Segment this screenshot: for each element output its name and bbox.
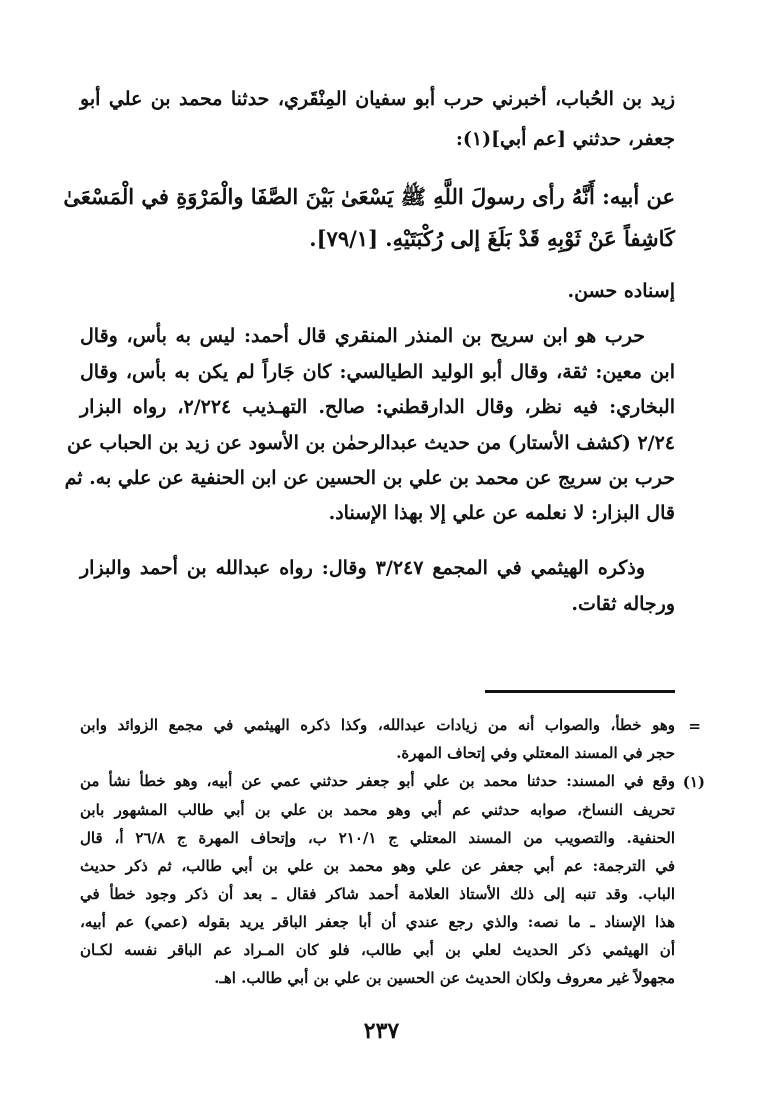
body-line-12: وذكره الهيثمي في المجمع ٣/٢٤٧ وقال: رواه عبدالله بن أحمد والبزار bbox=[80, 557, 645, 579]
footnote-separator bbox=[485, 690, 675, 693]
footnote-1-marker: (١) bbox=[682, 773, 705, 791]
footnote-1-line-5: الباب. وقد تنبه إلى ذلك الأستاذ العلامة أحمد شاكر فقال ـ بعد أن ذكر وجود خطأ في bbox=[80, 885, 675, 903]
footnote-1-line-1: وقع في المسند: حدثنا محمد بن علي أبو جعفر حدثني عمي عن أبيه، وهو خطأ نشأ من bbox=[80, 772, 675, 790]
isnad-grade: إسناده حسن. bbox=[567, 280, 675, 302]
footnote-1-line-3: الحنفية. والتصويب من المسند المعتلي ج ٢١٠/١ ب، وإتحاف المهرة ج ٢٦/٨ أ، قال bbox=[80, 829, 675, 847]
body-line-11: قال البزار: لا نعلمه عن علي إلا بهذا الإسناد. bbox=[328, 502, 675, 524]
body-line-7: ابن معين: ثقة، وقال أبو الوليد الطيالسي: كان جَاراً لم يكن به بأس، وقال bbox=[80, 361, 675, 383]
body-line-2: جعفر، حدثني [عم أبي](١): bbox=[455, 128, 675, 150]
body-line-9: ٢/٢٤ (كشف الأستار) من حديث عبدالرحمٰن بن الأسود عن زيد بن الحباب عن bbox=[67, 432, 675, 454]
body-line-1: زيد بن الحُباب، أخبرني حرب أبو سفيان المِنْقَري، حدثنا محمد بن علي أبو bbox=[80, 88, 675, 110]
footnote-1-line-8: مجهولاً غير معروف ولكان الحديث عن الحسين بن علي بن أبي طالب. اهـ. bbox=[214, 969, 675, 987]
hadith-line-1: عن أبيه: أَنَّهُ رأى رسولَ اللَّهِ ﷺ يَسْعَىٰ بَيْنَ الصَّفَا والْمَرْوَةِ في الْمَسْعَىٰ bbox=[63, 184, 675, 209]
footnote-1-line-6: هذا الإسناد ـ ما نصه: والذي رجع عندي أن أبا جعفر الباقر يريد بقوله (عمي) عم أبيه، bbox=[80, 913, 675, 931]
body-line-10: حرب بن سريج عن محمد بن علي بن الحسين عن ابن الحنفية عن علي به. ثم bbox=[64, 467, 675, 489]
body-line-8: البخاري: فيه نظر، وقال الدارقطني: صالح. التهـذيب ٢/٢٢٤، رواه البزار bbox=[80, 396, 675, 418]
footnote-1-line-7: أن الهيثمي ذكر الحديث لعلي بن أبي طالب، فلو كان المـراد عم الباقر نفسه لكـان bbox=[80, 941, 675, 959]
footnote-1-line-2: تحريف النساخ، صوابه حدثني عم أبي وهو محمد بن علي بن أبي طالب المشهور بابن bbox=[80, 801, 675, 819]
body-line-13: ورجاله ثقات. bbox=[571, 593, 675, 615]
footnote-continuation-marker: = bbox=[688, 717, 701, 735]
hadith-line-2: كَاشِفاً عَنْ ثَوْبِهِ قَدْ بَلَغَ إلى رُكْبَتَيْهِ. [٧٩/١]. bbox=[309, 226, 675, 251]
footnote-continuation-line-2: حجر في المسند المعتلي وفي إتحاف المهرة. bbox=[396, 744, 675, 762]
body-line-6: حرب هو ابن سريح بن المنذر المنقري قال أحمد: ليس به بأس، وقال bbox=[80, 325, 645, 347]
footnote-continuation-line-1: وهو خطأ، والصواب أنه من زيادات عبدالله، وكذا ذكره الهيثمي في مجمع الزوائد وابن bbox=[80, 716, 675, 734]
page-number: ٢٣٧ bbox=[363, 1018, 400, 1044]
footnote-1-line-4: في الترجمة: عم أبي جعفر عن علي وهو محمد بن علي بن أبي طالب، ثم ذكر حديث bbox=[80, 857, 675, 875]
